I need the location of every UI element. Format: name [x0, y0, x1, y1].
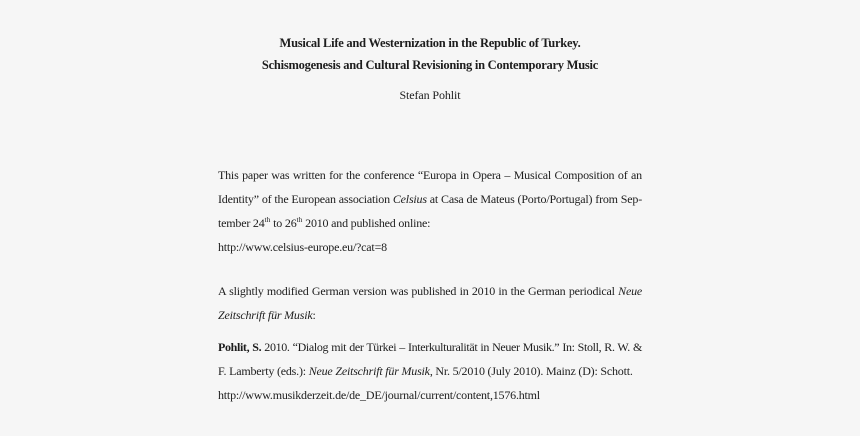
german-version-line-2-post: :	[312, 308, 316, 322]
intro-line-2	[218, 187, 642, 211]
citation-line-1-rest: 2010. “Dialog mit der Türkei – Interkulturalität in Neuer Musik.” In: Stoll, R. W. &	[261, 340, 642, 354]
german-version-paragraph	[218, 279, 642, 327]
paper-title-line-1: Musical Life and Westernization in the Republic of Turkey.	[279, 36, 581, 50]
paper-title-line-2: Schismogenesis and Cultural Revisioning in Contemporary Music	[261, 58, 599, 72]
intro-line-2-post: at Casa de Mateus (Porto/Portugal) from Sep-	[426, 192, 642, 206]
citation-line-2-post: , Nr. 5/2010 (July 2010). Mainz (D): Schott.	[429, 364, 633, 378]
citation-journal-name: Neue Zeitschrift für Musik	[308, 364, 430, 378]
german-version-line-2	[218, 303, 642, 327]
citation-author: Pohlit, S.	[218, 340, 262, 354]
musikderzeit-url[interactable]: http://www.musikderzeit.de/de_DE/journal/current/content,1576.html	[218, 388, 540, 402]
citation-paragraph	[218, 335, 642, 407]
citation-line-2-pre: F. Lamberty (eds.):	[218, 364, 309, 378]
periodical-name-part-2: Zeitschrift für Musik	[218, 308, 313, 322]
citation-line-1	[218, 335, 642, 359]
citation-line-2	[218, 359, 642, 383]
intro-line-3-seg3: 2010 and published online:	[302, 216, 431, 230]
author-name: Stefan Pohlit	[399, 88, 461, 102]
celsius-url[interactable]: http://www.celsius-europe.eu/?cat=8	[218, 240, 387, 254]
citation-line-3	[218, 383, 642, 407]
intro-paragraph	[218, 163, 642, 259]
intro-line-3-seg2: to 26	[270, 216, 297, 230]
intro-line-3-seg1: tember 24	[218, 216, 265, 230]
celsius-association-name: Celsius	[392, 192, 427, 206]
ordinal-superscript: th	[296, 215, 303, 224]
german-version-line-1-pre: A slightly modified German version was published in 2010 in the German periodical	[218, 284, 619, 298]
intro-line-2-pre: Identity” of the European association	[218, 192, 393, 206]
periodical-name-part-1: Neue	[618, 284, 642, 298]
german-version-line-1	[218, 279, 642, 303]
ordinal-superscript: th	[264, 215, 271, 224]
intro-line-3	[218, 211, 642, 235]
intro-line-4	[218, 235, 642, 259]
intro-line-1-text: This paper was written for the conference “Europa in Opera – Musical Composition of an	[218, 168, 642, 182]
intro-line-1	[218, 163, 642, 187]
